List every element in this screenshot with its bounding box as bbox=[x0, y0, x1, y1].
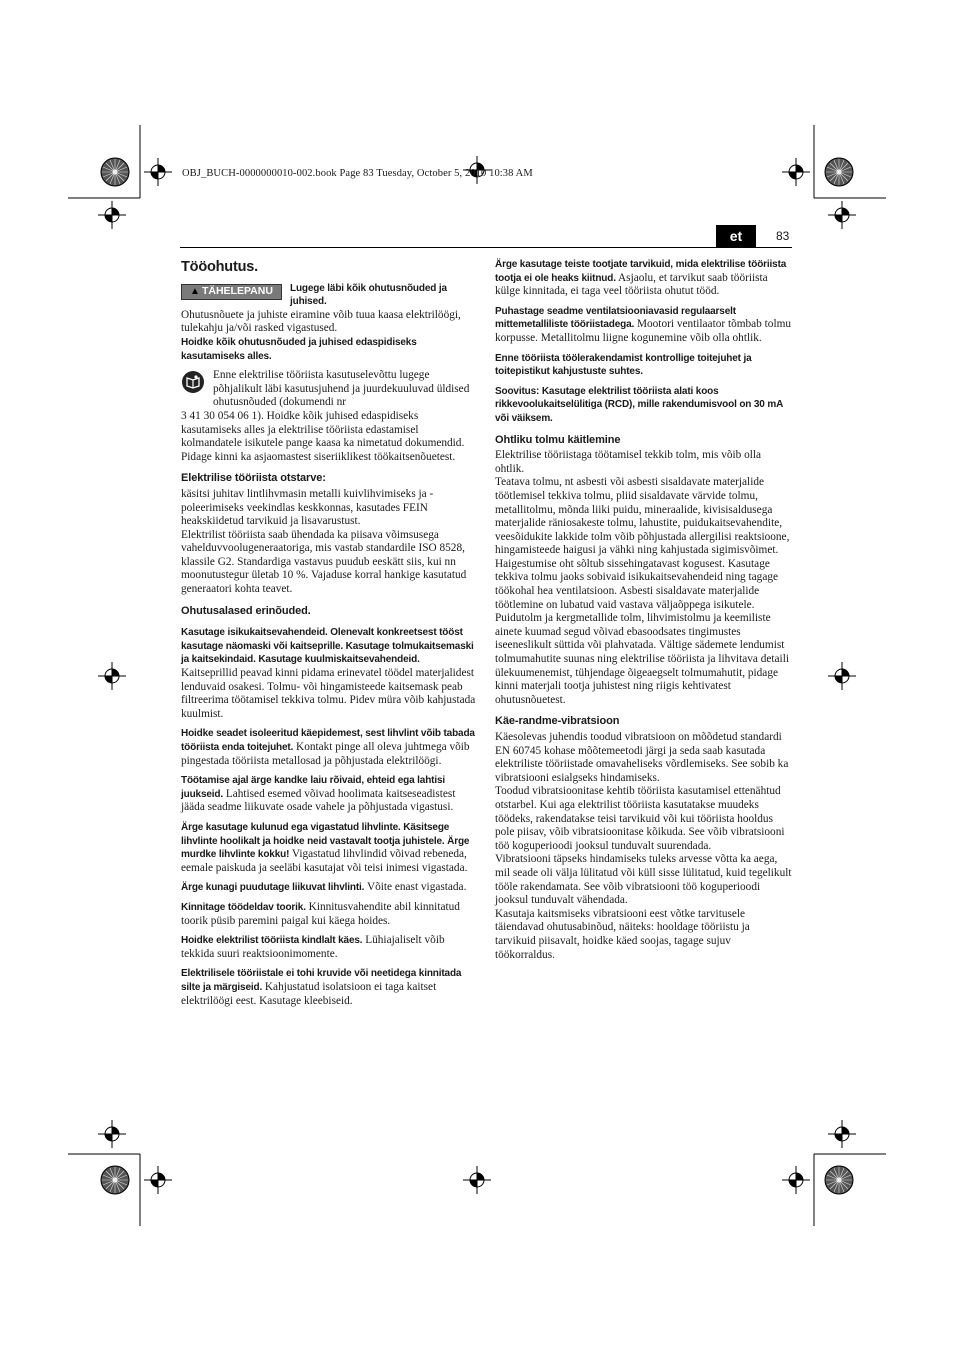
warning-bold: Lugege läbi kõik ohutusnõuded ja juhised. bbox=[290, 282, 447, 308]
vibration-heading: Käe-randme-vibratsioon bbox=[495, 715, 620, 728]
file-header-line: OBJ_BUCH-0000000010-002.book Page 83 Tuesday, October 5, 2010 10:38 AM bbox=[182, 168, 533, 179]
manual-text-1: Enne elektrilise tööriista kasutuselevõttu lugege põhjalikult läbi kasutusjuhend ja juurdekuuluvad üldised ohutusnõuded (dokumendi nr bbox=[213, 369, 470, 409]
dust-text-1: Elektrilise tööriistaga töötamisel tekkib tolm, mis võib olla ohtlik. bbox=[495, 449, 762, 475]
vibration-text-2: Toodud vibratsioonitase kehtib tööriista kasutamisel ettenähtud otstarbel. Kui aga elektrilist tööriista kasutatakse muudeks töödeks, rakendatakse teisi tarvikuid või kui tööriista hooldus pole piisav, võib vibratsioonitase kõikuda. See võib vibratsiooni töö koguperioodi jooksul tunduvalt suurendada. bbox=[495, 785, 785, 852]
read-manual-icon bbox=[182, 371, 204, 393]
warning-triangle-icon: ▲ bbox=[190, 285, 200, 297]
safety-item-2: Hoidke seadet isoleeritud käepidemest, sest lihvlint võib tabada tööriista enda toitejuhet. Kontakt pinge all oleva juhtmega võib pingestada tööriista metallosad ja põhjustada elektrilöögi. bbox=[181, 728, 475, 767]
safety-item-4: Ärge kasutage kulunud ega vigastatud lihvlinte. Käsitsege lihvlinte hoolikalt ja hoidke neid vastavalt tootja juhistele. Ärge murdke lihvlinte kokku! Vigastatud lihvlindid võivad rebeneda, eemale paiskuda ja seeläbi kasutajat või teisi inimesi vigastada. bbox=[181, 821, 470, 874]
vibration-text-1: Käesolevas juhendis toodud vibratsioon on mõõdetud standardi EN 60745 kohase mõõtemeetodi järgi ja seda saab kasutada elektriliste tööriistade omavaheliseks võrdlemiseks. See sobib ka vibratsiooni esialgseks hindamiseks. bbox=[495, 731, 789, 784]
warning-badge bbox=[181, 284, 282, 300]
safety-item-10: Puhastage seadme ventilatsiooniavasid regulaarselt mittemetalliliste tööriistadega. Mootori ventilaator tõmbab tolmu korpusse. Metallitolmu liigne kogunemine võib olla ohtlik. bbox=[495, 305, 792, 344]
manual-block bbox=[181, 369, 477, 410]
warning-block bbox=[181, 282, 477, 309]
purpose-text-1: käsitsi juhitav lintlihvmasin metalli kuivlihvimiseks ja -poleerimiseks veekindlas keskkonnas, kasutades FEIN heakskiidetud tarvikuid ja lisavarustust. bbox=[181, 487, 434, 528]
safety-item-5: Ärge kunagi puudutage liikuvat lihvlinti. Võite enast vigastada. bbox=[181, 881, 467, 894]
keep-instructions: Hoidke kõik ohutusnõuded ja juhised edaspidiseks kasutamiseks alles. bbox=[181, 336, 417, 362]
dust-text-2: Teatava tolmu, nt asbesti või asbesti sisaldavate materjalide töötlemisel tekkiva tolmu, pliid sisaldavate värvide tolmu, metallitolmu, mõnda liiki puidu, mineraalide, kivisisaldusega materjalide räniosakeste tolmu, lahustite, puidukaitsevahendite, veesõidukite lakkide tolm võib põhjustada allergilisi reaktsioone, hingamisteede haigusi ja vähki ning kahjustada sigimisvõimet. Haigestumise oht sõltub sissehingatavast kogusest. Kasutage tekkiva tolmu jaoks sobivaid isikukaitsevahendeid ning tagage töökohal hea ventilatsioon. Asbesti sisaldavate materjalide töötlemine on lubatud vaid vastava väljaõppega isikutele. bbox=[495, 476, 790, 611]
safety-item-6: Kinnitage töödeldav toorik. Kinnitusvahendite abil kinnitatud toorik püsib paremini paigal kui käega hoides. bbox=[181, 900, 460, 927]
dust-text-3: Puidutolm ja kergmetallide tolm, lihvimistolmu ja keemiliste ainete kuumad segud võivad ebasoodsates tingimustes iseeneslikult süttida või plahvatada. Vältige sädemete lendumist tolmumahutite suunas ning elektrilise tööriista ja lihvitava detaili ülekuumenemist, tühjendage õigeaegselt tolmumahutit, pidage kinni materjali tootja juhistest ning riigis kehtivatest ohutusnõuetest. bbox=[495, 612, 789, 706]
safety-item-12: Soovitus: Kasutage elektrilist tööriista alati koos rikkevoolukaitselülitiga (RCD), mille rakendumisvool on 30 mA või väiksem. bbox=[495, 385, 783, 424]
warning-first-line bbox=[290, 282, 477, 309]
safety-item-8: Elektrilisele tööriistale ei tohi kruvide või neetidega kinnitada silte ja märgiseid. Kahjustatud isolatsioon ei taga kaitset elektrilöögi eest. Kasutage kleebiseid. bbox=[181, 968, 462, 1007]
purpose-heading: Elektrilise tööriista otstarve: bbox=[181, 472, 326, 485]
language-tab: et bbox=[716, 225, 756, 247]
right-column bbox=[495, 258, 792, 962]
page-number: 83 bbox=[776, 229, 790, 243]
dust-heading: Ohtliku tolmu käitlemine bbox=[495, 433, 621, 446]
warning-label: TÄHELEPANU bbox=[201, 284, 273, 297]
regulations-text: Pidage kinni ka asjaomastest siseriiklikest töökaitsenõuetest. bbox=[181, 450, 456, 463]
left-column bbox=[181, 258, 477, 1014]
special-heading: Ohutusalased erinõuded. bbox=[181, 604, 311, 617]
safety-item-3: Töötamise ajal ärge kandke laiu rõivaid, ehteid ega lahtisi juukseid. Lahtised esemed võivad hoolimata kaitseseadistest jääda seadme liikuvate osade vahele ja põhjustada vigastusi. bbox=[181, 775, 456, 814]
purpose-text-2: Elektrilist tööriista saab ühendada ka piisava võimsusega vahelduvvoolugeneraatoriga, mis vastab standardile ISO 8528, klassile G2. Standardiga vastavus puudub eeskätt siis, kui nn moonutustegur ületab 10 %. Vajaduse korral hankige kasutatud generaatori kohta teavet. bbox=[181, 528, 467, 596]
vibration-text-4: Kasutaja kaitsmiseks vibratsiooni eest võtke tarvitusele täiendavad ohutusabinõud, näiteks: hooldage tööriistu ja tarvikuid piisavalt, hoidke käed soojas, tagage sujuv töökorraldus. bbox=[495, 907, 750, 961]
header-rule bbox=[180, 247, 792, 248]
section-title: Tööohutus. bbox=[181, 259, 258, 275]
safety-item-11: Enne tööriista töölerakendamist kontrollige toitejuhet ja toitepistikut kahjustuste suhtes. bbox=[495, 352, 752, 378]
warning-text: Ohutusnõuete ja juhiste eiramine võib tuua kaasa elektrilöögi, tulekahju ja/või rasked vigastused. bbox=[181, 308, 461, 335]
safety-item-7: Hoidke elektrilist tööriista kindlalt käes. Lühiajaliselt võib tekkida suuri reaktsioonimomente. bbox=[181, 934, 445, 960]
safety-item-1: Kasutage isikukaitsevahendeid. Olenevalt konkreetsest tööst kasutage näomaski või kaitseprille. Kasutage tolmukaitsemaski ja kaitsekindaid. Kasutage kuulmiskaitsevahendeid. Kaitseprillid peavad kinni pidama erinevatel töödel materjalidest lenduvaid osakesi. Tolmu- või hingamisteede kaitsemask peab filtreerima töötamisel tekkiva tolmu. Pidev müra võib kahjustada kuulmist. bbox=[181, 627, 476, 720]
safety-item-9: Ärge kasutage teiste tootjate tarvikuid, mida elektrilise tööriista tootja ei ole heaks kiitnud. Asjaolu, et tarvikut saab tööriista külge kinnitada, ei taga veel tööriista ohutut tööd. bbox=[495, 259, 787, 298]
manual-text-2: 3 41 30 054 06 1). Hoidke kõik juhised edaspidiseks kasutamiseks alles ja elektrilise tööriista edastamisel kolmandatele isikutele pange kaasa ka nimetatud dokumendid. bbox=[181, 409, 465, 450]
vibration-text-3: Vibratsiooni täpseks hindamiseks tuleks arvesse võtta ka aega, mil seade oli välja lülitatud või küll sisse lülitatud, kuid tegelikult tööle rakendamata. See võib vibratsiooni töö koguperioodi jooksul tunduvalt vähendada. bbox=[495, 853, 792, 907]
